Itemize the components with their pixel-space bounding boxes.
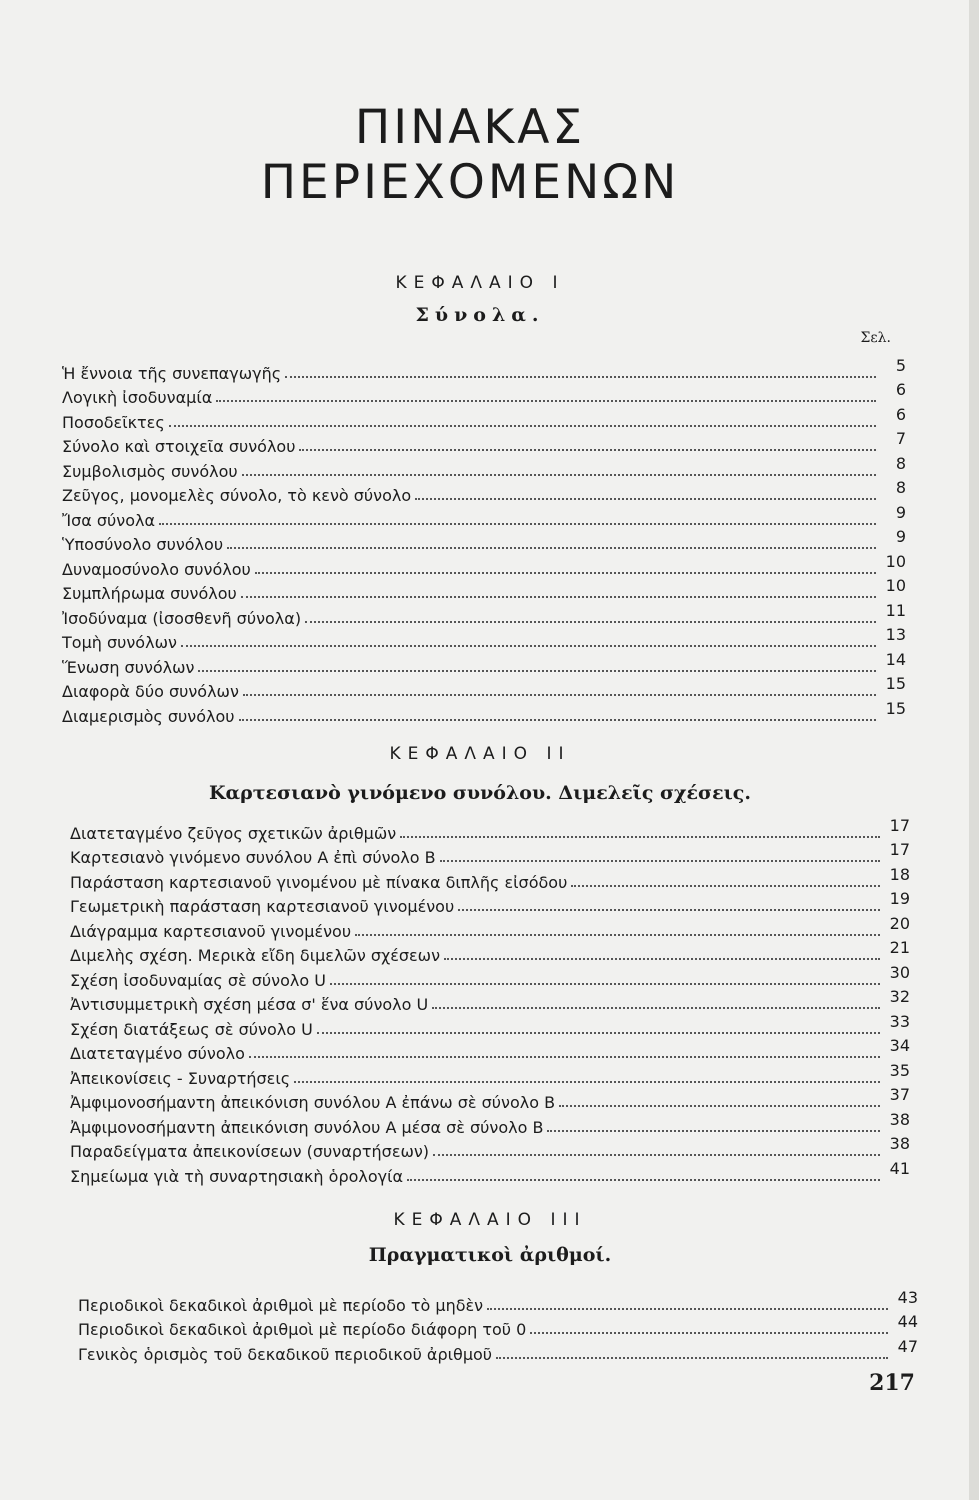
entry-text: Ἀμφιμονοσήμαντη ἀπεικόνιση συνόλου A μέσα σὲ σύνολο B: [70, 1117, 544, 1137]
leader-dots: [458, 909, 880, 911]
toc-entry: [70, 962, 910, 990]
leader-dots: [547, 1130, 880, 1132]
entry-text: Ἀπεικονίσεις - Συναρτήσεις: [70, 1068, 291, 1088]
entry-text: Λογικὴ ἰσοδυναμία: [62, 388, 213, 407]
toc-entry: [70, 987, 910, 1015]
leader-dots: [317, 1032, 880, 1034]
leader-dots: [241, 596, 876, 598]
toc-entry: [62, 600, 906, 628]
entry-text: Συμβολισμὸς συνόλου: [62, 461, 238, 481]
entry-text: Ἴσα σύνολα: [62, 510, 156, 530]
toc-entry: [62, 649, 906, 677]
entry-page: 13: [885, 625, 906, 644]
leader-dots: [239, 719, 876, 721]
leader-dots: [530, 1332, 888, 1334]
entry-text: Συμπλήρωμα συνόλου: [62, 584, 237, 603]
entry-page: 21: [889, 938, 910, 957]
toc-entry: [62, 502, 906, 530]
entry-text: Ἀντισυμμετρικὴ σχέση μέσα σ' ἕνα σύνολο U: [70, 995, 429, 1014]
entry-text: Γενικὸς ὁρισμὸς τοῦ δεκαδικοῦ περιοδικοῦ ἀριθμοῦ: [78, 1344, 493, 1364]
leader-dots: [355, 934, 880, 936]
entry-text: Διαμερισμὸς συνόλου: [62, 706, 235, 726]
toc-entry: [62, 551, 906, 579]
leader-dots: [294, 1081, 880, 1083]
chapter-1-title: Σύνολα.: [415, 304, 545, 326]
leader-dots: [559, 1105, 880, 1107]
leader-dots: [285, 376, 876, 378]
toc-entry: [78, 1312, 918, 1340]
toc-entry: [62, 478, 906, 506]
toc-entry: [62, 576, 906, 604]
entry-text: Ζεῦγος, μονομελὲς σύνολο, τὸ κενὸ σύνολο: [62, 486, 412, 505]
entry-page: 47: [897, 1336, 918, 1356]
entry-page: 20: [889, 913, 910, 933]
toc-entry: [70, 815, 910, 843]
entry-text: Ἕνωση συνόλων: [62, 657, 195, 677]
entry-text: Σύνολο καὶ στοιχεῖα συνόλου: [62, 437, 296, 456]
leader-dots: [415, 498, 876, 500]
entry-text: Ἡ ἔννοια τῆς συνεπαγωγῆς: [62, 363, 282, 383]
entry-text: Διαφορὰ δύο συνόλων: [62, 682, 239, 701]
entry-page: 30: [889, 962, 910, 982]
entry-page: 17: [889, 815, 910, 835]
toc-entry: [78, 1287, 918, 1315]
toc-entry: [70, 889, 910, 917]
chapter-3-entries: [78, 1287, 918, 1364]
entry-page: 8: [895, 453, 906, 473]
page-column-label: Σελ.: [860, 330, 891, 346]
entry-page: 17: [889, 840, 910, 859]
leader-dots: [305, 621, 876, 623]
leader-dots: [487, 1308, 888, 1310]
entry-page: 41: [889, 1158, 910, 1178]
entry-page: 38: [889, 1109, 910, 1129]
entry-text: Παράσταση καρτεσιανοῦ γινομένου μὲ πίνακα διπλῆς εἰσόδου: [70, 872, 568, 892]
leader-dots: [169, 425, 876, 427]
leader-dots: [400, 836, 880, 838]
entry-page: 6: [895, 404, 906, 424]
chapter-3-title: Πραγματικοὶ ἀριθμοί.: [368, 1244, 612, 1266]
entry-page: 14: [885, 649, 906, 669]
leader-dots: [227, 547, 876, 549]
toc-entry: [70, 1011, 910, 1039]
entry-page: 19: [889, 889, 910, 908]
leader-dots: [249, 1056, 880, 1058]
leader-dots: [440, 860, 880, 862]
toc-entry: [70, 864, 910, 892]
page-edge-shadow: [969, 0, 979, 1500]
entry-page: 37: [889, 1085, 910, 1104]
chapter-2-title: Καρτεσιανὸ γινόμενο συνόλου. Διμελεῖς σχέσεις.: [208, 782, 751, 804]
leader-dots: [407, 1179, 880, 1181]
entry-page: 6: [895, 380, 906, 399]
entry-page: 35: [889, 1060, 910, 1080]
leader-dots: [216, 400, 876, 402]
entry-text: Ἰσοδύναμα (ἰσοσθενῆ σύνολα): [62, 608, 302, 628]
entry-text: Σημείωμα γιὰ τὴ συναρτησιακὴ ὁρολογία: [70, 1166, 404, 1186]
page-number: 217: [869, 1370, 915, 1396]
entry-page: 15: [885, 674, 906, 693]
chapter-1-entries: [62, 355, 906, 726]
toc-entry: [70, 1134, 910, 1162]
leader-dots: [159, 523, 876, 525]
entry-text: Ποσοδεῖκτες: [62, 412, 165, 432]
leader-dots: [432, 1007, 880, 1009]
toc-entry: [62, 674, 906, 702]
entry-page: 10: [885, 576, 906, 595]
entry-page: 15: [885, 698, 906, 718]
entry-text: Περιοδικοὶ δεκαδικοὶ ἀριθμοὶ μὲ περίοδο τὸ μηδὲν: [78, 1295, 484, 1315]
toc-entry: [62, 453, 906, 481]
toc-entry: [62, 380, 906, 408]
toc-entry: [70, 1085, 910, 1113]
leader-dots: [433, 1154, 880, 1156]
toc-entry: [78, 1336, 918, 1364]
entry-text: Σχέση διατάξεως σὲ σύνολο U: [70, 1019, 313, 1039]
leader-dots: [330, 983, 880, 985]
page-title: ΠΙΝΑΚΑΣ ΠΕΡΙΕΧΟΜΕΝΩΝ: [260, 100, 680, 210]
entry-page: 9: [895, 502, 906, 522]
toc-entry: [70, 1036, 910, 1064]
toc-entry: [70, 913, 910, 941]
toc-entry: [70, 1158, 910, 1186]
leader-dots: [299, 449, 876, 451]
entry-text: Γεωμετρικὴ παράσταση καρτεσιανοῦ γινομένου: [70, 897, 455, 916]
toc-entry: [70, 840, 910, 868]
chapter-2-label: ΚΕΦΑΛΑΙΟ ΙΙ: [389, 744, 571, 764]
entry-page: 32: [889, 987, 910, 1006]
entry-text: Διμελὴς σχέση. Μερικὰ εἴδη διμελῶν σχέσεων: [70, 946, 440, 965]
entry-text: Ἀμφιμονοσήμαντη ἀπεικόνιση συνόλου A ἐπάνω σὲ σύνολο B: [70, 1093, 556, 1112]
entry-page: 7: [895, 429, 906, 448]
toc-entry: [62, 404, 906, 432]
toc-entry: [62, 355, 906, 383]
leader-dots: [444, 958, 880, 960]
entry-page: 43: [897, 1287, 918, 1307]
chapter-2-entries: [70, 815, 910, 1186]
leader-dots: [571, 885, 880, 887]
toc-entry: [62, 698, 906, 726]
entry-page: 11: [885, 600, 906, 620]
toc-entry: [62, 625, 906, 653]
entry-text: Διατεταγμένο σύνολο: [70, 1044, 245, 1063]
leader-dots: [242, 474, 876, 476]
entry-text: Ὑποσύνολο συνόλου: [62, 535, 224, 554]
entry-page: 38: [889, 1134, 910, 1153]
entry-page: 10: [885, 551, 906, 571]
entry-text: Παραδείγματα ἀπεικονίσεων (συναρτήσεων): [70, 1142, 430, 1161]
leader-dots: [496, 1357, 888, 1359]
leader-dots: [255, 572, 876, 574]
toc-entry: [70, 1109, 910, 1137]
entry-text: Σχέση ἰσοδυναμίας σὲ σύνολο U: [70, 970, 326, 990]
entry-page: 8: [895, 478, 906, 497]
toc-entry: [70, 1060, 910, 1088]
entry-text: Τομὴ συνόλων: [62, 633, 177, 652]
toc-entry: [62, 429, 906, 457]
entry-text: Διατεταγμένο ζεῦγος σχετικῶν ἀριθμῶν: [70, 823, 397, 843]
entry-page: 5: [895, 355, 906, 375]
chapter-3-label: ΚΕΦΑΛΑΙΟ ΙΙΙ: [393, 1210, 587, 1230]
toc-entry: [62, 527, 906, 555]
entry-page: 44: [897, 1312, 918, 1331]
entry-page: 9: [895, 527, 906, 546]
entry-page: 18: [889, 864, 910, 884]
entry-page: 33: [889, 1011, 910, 1031]
entry-page: 34: [889, 1036, 910, 1055]
entry-text: Καρτεσιανὸ γινόμενο συνόλου A ἐπὶ σύνολο B: [70, 848, 436, 867]
toc-entry: [70, 938, 910, 966]
leader-dots: [243, 694, 876, 696]
entry-text: Δυναμοσύνολο συνόλου: [62, 559, 251, 579]
entry-text: Περιοδικοὶ δεκαδικοὶ ἀριθμοὶ μὲ περίοδο διάφορη τοῦ 0: [78, 1320, 527, 1339]
chapter-1-label: ΚΕΦΑΛΑΙΟ Ι: [395, 273, 565, 293]
leader-dots: [198, 670, 876, 672]
entry-text: Διάγραμμα καρτεσιανοῦ γινομένου: [70, 921, 352, 941]
leader-dots: [181, 645, 876, 647]
